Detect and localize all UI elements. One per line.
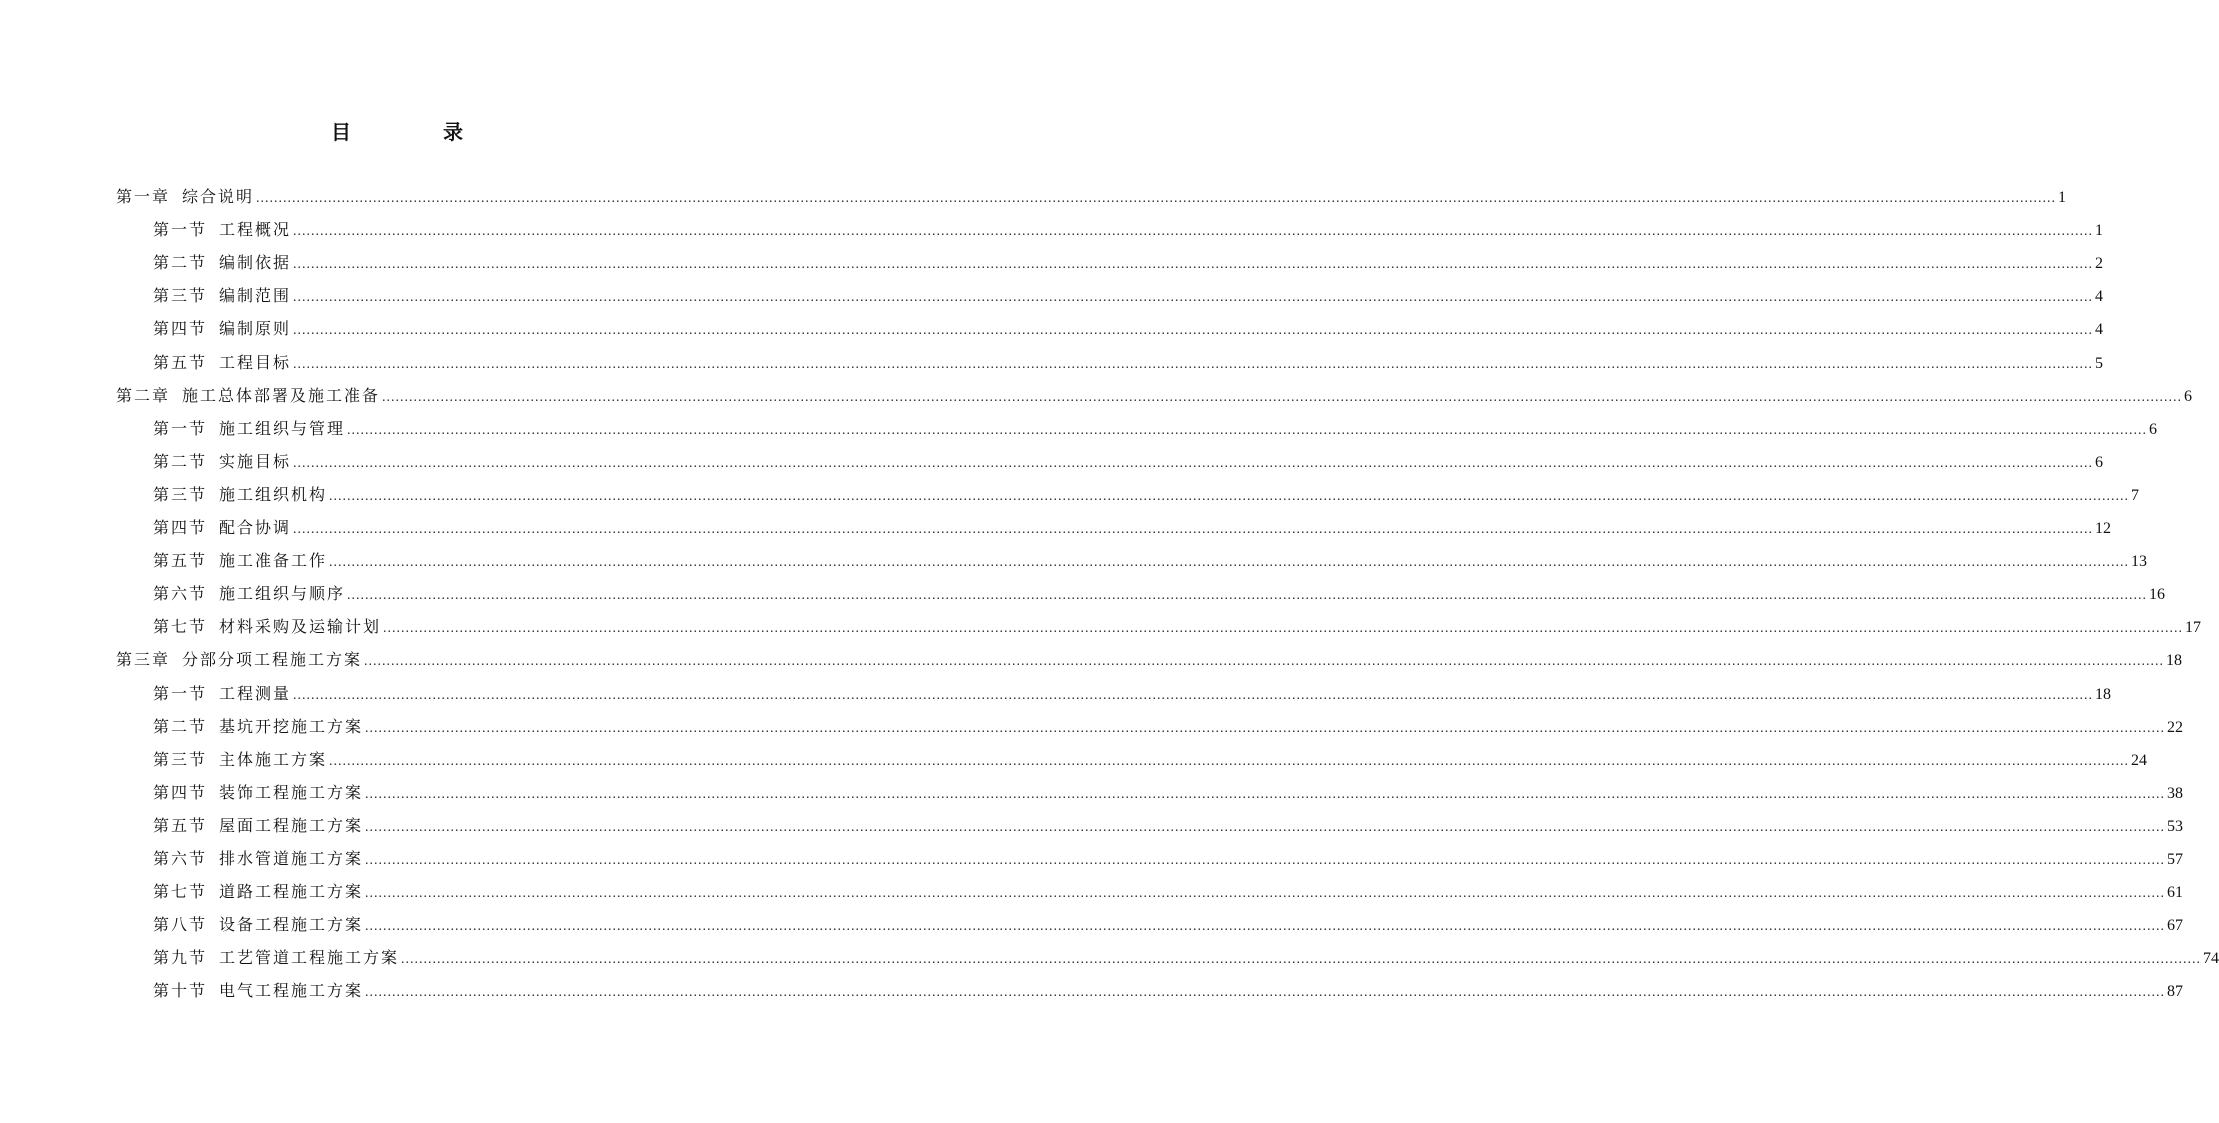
toc-page-number: 1 bbox=[2058, 189, 2067, 206]
toc-leader-dots: ................................................................................................................................................................................................................................................................................................................................................................................................................ bbox=[382, 389, 2183, 405]
toc-page-number: 16 bbox=[2149, 586, 2166, 604]
toc-page-number: 87 bbox=[2167, 983, 2184, 1001]
toc-page-number: 38 bbox=[2167, 784, 2184, 802]
toc-page-number: 24 bbox=[2131, 751, 2148, 769]
toc-entry-number: 第三章 bbox=[116, 650, 171, 670]
toc-entry-label bbox=[153, 250, 291, 273]
toc-leader-dots: ................................................................................................................................................................................................................................................................................................................................................................................................................ bbox=[364, 654, 2165, 670]
toc-entry-title: 配合协调 bbox=[219, 518, 292, 537]
toc-entry-label bbox=[153, 614, 381, 637]
toc-entry-label bbox=[153, 482, 327, 505]
toc-entry-title: 工程目标 bbox=[219, 352, 292, 372]
toc-entry-title: 主体施工方案 bbox=[219, 749, 328, 769]
toc-leader-dots: ................................................................................................................................................................................................................................................................................................................................................................................................................ bbox=[347, 422, 2148, 438]
toc-entry-label bbox=[153, 978, 363, 1001]
toc-entry-title: 装饰工程施工方案 bbox=[219, 782, 364, 802]
toc-entry-label bbox=[153, 515, 291, 538]
toc-entry-title: 施工准备工作 bbox=[219, 551, 328, 571]
toc-entry-number: 第二节 bbox=[153, 451, 208, 471]
toc-section-entry[interactable] bbox=[153, 813, 2184, 846]
toc-entry-title: 分部分项工程施工方案 bbox=[182, 650, 363, 670]
toc-chapter-entry[interactable] bbox=[116, 383, 2193, 416]
toc-section-entry[interactable] bbox=[153, 482, 2140, 515]
toc-entry-label bbox=[153, 217, 291, 240]
toc-entry-number: 第九节 bbox=[153, 948, 208, 968]
toc-page-number: 6 bbox=[2095, 453, 2104, 471]
toc-section-entry[interactable] bbox=[153, 912, 2184, 945]
toc-entry-label bbox=[153, 581, 345, 604]
toc-chapter-entry[interactable] bbox=[116, 647, 2183, 680]
toc-entry-title: 基坑开挖施工方案 bbox=[219, 716, 364, 736]
toc-entry-number: 第三节 bbox=[153, 749, 208, 769]
toc-entry-label bbox=[116, 647, 362, 670]
toc-entry-title: 施工组织与顺序 bbox=[219, 584, 346, 604]
page-title: 目 录 bbox=[331, 120, 499, 144]
toc-page-number: 13 bbox=[2131, 553, 2148, 571]
toc-entry-number: 第三节 bbox=[153, 484, 208, 504]
toc-leader-dots: ................................................................................................................................................................................................................................................................................................................................................................................................................ bbox=[293, 290, 2094, 306]
toc-page-number: 2 bbox=[2095, 255, 2104, 273]
toc-section-entry[interactable] bbox=[153, 714, 2184, 747]
toc-leader-dots: ................................................................................................................................................................................................................................................................................................................................................................................................................ bbox=[365, 886, 2166, 902]
toc-entry-label bbox=[153, 283, 291, 306]
toc-page-number: 22 bbox=[2167, 718, 2184, 736]
toc-page-number: 18 bbox=[2095, 685, 2112, 703]
toc-entry-label bbox=[153, 449, 291, 472]
toc-entry-number: 第六节 bbox=[153, 584, 208, 604]
toc-entry-number: 第四节 bbox=[153, 782, 208, 802]
toc-entry-label bbox=[153, 747, 327, 770]
toc-section-entry[interactable] bbox=[153, 945, 2219, 978]
toc-leader-dots: ................................................................................................................................................................................................................................................................................................................................................................................................................ bbox=[365, 786, 2166, 802]
toc-leader-dots: ................................................................................................................................................................................................................................................................................................................................................................................................................ bbox=[329, 555, 2130, 571]
toc-entry-title: 材料采购及运输计划 bbox=[219, 617, 382, 637]
toc-entry-label bbox=[153, 879, 363, 902]
toc-leader-dots: ................................................................................................................................................................................................................................................................................................................................................................................................................ bbox=[365, 819, 2166, 835]
toc-section-entry[interactable] bbox=[153, 614, 2202, 647]
toc-page-number: 1 bbox=[2095, 222, 2104, 240]
toc-leader-dots: ................................................................................................................................................................................................................................................................................................................................................................................................................ bbox=[401, 952, 2202, 968]
toc-entry-label bbox=[153, 714, 363, 737]
toc-entry-label bbox=[153, 681, 291, 704]
toc-entry-title: 编制依据 bbox=[219, 253, 292, 273]
toc-leader-dots: ................................................................................................................................................................................................................................................................................................................................................................................................................ bbox=[293, 257, 2094, 273]
toc-leader-dots: ................................................................................................................................................................................................................................................................................................................................................................................................................ bbox=[365, 985, 2166, 1001]
toc-section-entry[interactable] bbox=[153, 515, 2112, 548]
toc-entry-title: 工艺管道工程施工方案 bbox=[219, 948, 400, 968]
toc-page-number: 12 bbox=[2095, 520, 2112, 537]
toc-entry-title: 施工组织与管理 bbox=[219, 418, 346, 438]
toc-entry-label bbox=[116, 184, 254, 207]
toc-leader-dots: ................................................................................................................................................................................................................................................................................................................................................................................................................ bbox=[256, 191, 2057, 206]
toc-entry-number: 第二节 bbox=[153, 716, 208, 736]
toc-entry-label bbox=[153, 945, 399, 968]
toc-entry-number: 第一节 bbox=[153, 683, 208, 703]
toc-section-entry[interactable] bbox=[153, 283, 2104, 316]
toc-entry-number: 第六节 bbox=[153, 849, 208, 868]
toc-leader-dots: ................................................................................................................................................................................................................................................................................................................................................................................................................ bbox=[365, 853, 2166, 868]
toc-leader-dots: ................................................................................................................................................................................................................................................................................................................................................................................................................ bbox=[347, 588, 2148, 604]
toc-entry-number: 第八节 bbox=[153, 915, 208, 935]
toc-entry-number: 第一节 bbox=[153, 418, 208, 438]
toc-entry-label bbox=[153, 350, 291, 373]
toc-section-entry[interactable] bbox=[153, 350, 2104, 383]
toc-leader-dots: ................................................................................................................................................................................................................................................................................................................................................................................................................ bbox=[293, 455, 2094, 471]
toc-page-number: 61 bbox=[2167, 884, 2184, 902]
toc-leader-dots: ................................................................................................................................................................................................................................................................................................................................................................................................................ bbox=[293, 687, 2094, 703]
toc-entry-label bbox=[153, 548, 327, 571]
toc-entry-label bbox=[153, 912, 363, 935]
toc-entry-number: 第七节 bbox=[153, 617, 208, 637]
toc-page-number: 4 bbox=[2095, 321, 2104, 339]
toc-entry-label bbox=[153, 416, 345, 439]
toc-section-entry[interactable] bbox=[153, 978, 2184, 1011]
toc-entry-number: 第七节 bbox=[153, 882, 208, 902]
toc-entry-number: 第四节 bbox=[153, 518, 208, 537]
toc-entry-title: 编制原则 bbox=[219, 319, 292, 339]
toc-leader-dots: ................................................................................................................................................................................................................................................................................................................................................................................................................ bbox=[383, 621, 2184, 637]
toc-entry-number: 第五节 bbox=[153, 352, 208, 372]
toc-page-number: 67 bbox=[2167, 917, 2184, 935]
toc-page-number: 6 bbox=[2184, 387, 2193, 405]
toc-entry-number: 第十节 bbox=[153, 981, 208, 1001]
toc-section-entry[interactable] bbox=[153, 780, 2184, 813]
toc-page-number: 53 bbox=[2167, 817, 2184, 835]
toc-entry-label bbox=[153, 846, 363, 869]
toc-entry-number: 第二节 bbox=[153, 253, 208, 273]
toc-entry-title: 编制范围 bbox=[219, 286, 292, 306]
toc-section-entry[interactable] bbox=[153, 747, 2148, 780]
toc-entry-title: 施工组织机构 bbox=[219, 484, 328, 504]
toc-entry-label bbox=[153, 316, 291, 339]
toc-page-number: 6 bbox=[2149, 420, 2158, 438]
toc-entry-number: 第三节 bbox=[153, 286, 208, 306]
toc-entry-title: 综合说明 bbox=[182, 187, 255, 206]
toc-section-entry[interactable] bbox=[153, 449, 2104, 482]
toc-entry-title: 道路工程施工方案 bbox=[219, 882, 364, 902]
toc-entry-title: 工程概况 bbox=[219, 220, 292, 240]
toc-leader-dots: ................................................................................................................................................................................................................................................................................................................................................................................................................ bbox=[329, 488, 2130, 504]
toc-page-number: 17 bbox=[2185, 619, 2202, 637]
toc-page-number: 5 bbox=[2095, 354, 2104, 372]
toc-section-entry[interactable] bbox=[153, 879, 2184, 912]
toc-entry-label bbox=[116, 383, 380, 406]
toc-leader-dots: ................................................................................................................................................................................................................................................................................................................................................................................................................ bbox=[293, 522, 2094, 537]
toc-section-entry[interactable] bbox=[153, 681, 2112, 714]
toc-page-number: 18 bbox=[2166, 652, 2183, 670]
toc-entry-number: 第一节 bbox=[153, 220, 208, 240]
toc-section-entry[interactable] bbox=[153, 217, 2104, 250]
toc-section-entry[interactable] bbox=[153, 581, 2166, 614]
toc-entry-number: 第四节 bbox=[153, 319, 208, 339]
toc-leader-dots: ................................................................................................................................................................................................................................................................................................................................................................................................................ bbox=[365, 919, 2166, 935]
toc-leader-dots: ................................................................................................................................................................................................................................................................................................................................................................................................................ bbox=[365, 720, 2166, 736]
toc-page-number: 57 bbox=[2167, 851, 2184, 868]
toc-leader-dots: ................................................................................................................................................................................................................................................................................................................................................................................................................ bbox=[329, 753, 2130, 769]
toc-entry-title: 工程测量 bbox=[219, 683, 292, 703]
toc-entry-number: 第二章 bbox=[116, 385, 171, 405]
toc-entry-title: 屋面工程施工方案 bbox=[219, 815, 364, 835]
toc-entry-label bbox=[153, 813, 363, 836]
toc-page-number: 4 bbox=[2095, 288, 2104, 306]
toc-leader-dots: ................................................................................................................................................................................................................................................................................................................................................................................................................ bbox=[293, 224, 2094, 240]
toc-section-entry[interactable] bbox=[153, 250, 2104, 283]
toc-entry-number: 第五节 bbox=[153, 551, 208, 571]
toc-entry-title: 施工总体部署及施工准备 bbox=[182, 385, 381, 405]
toc-entry-number: 第一章 bbox=[116, 187, 171, 206]
toc-chapter-entry[interactable] bbox=[116, 184, 2067, 217]
toc-section-entry[interactable] bbox=[153, 416, 2158, 449]
toc-page-number: 7 bbox=[2131, 486, 2140, 504]
toc-section-entry[interactable] bbox=[153, 316, 2104, 349]
toc-section-entry[interactable] bbox=[153, 548, 2148, 581]
toc-page-number: 74 bbox=[2203, 950, 2219, 968]
toc-entry-title: 设备工程施工方案 bbox=[219, 915, 364, 935]
toc-section-entry[interactable] bbox=[153, 846, 2184, 879]
toc-entry-title: 实施目标 bbox=[219, 451, 292, 471]
toc-leader-dots: ................................................................................................................................................................................................................................................................................................................................................................................................................ bbox=[293, 356, 2094, 372]
toc-entry-label bbox=[153, 780, 363, 803]
toc-entry-number: 第五节 bbox=[153, 815, 208, 835]
toc-entry-title: 排水管道施工方案 bbox=[219, 849, 364, 868]
toc-entry-title: 电气工程施工方案 bbox=[219, 981, 364, 1001]
toc-leader-dots: ................................................................................................................................................................................................................................................................................................................................................................................................................ bbox=[293, 323, 2094, 339]
